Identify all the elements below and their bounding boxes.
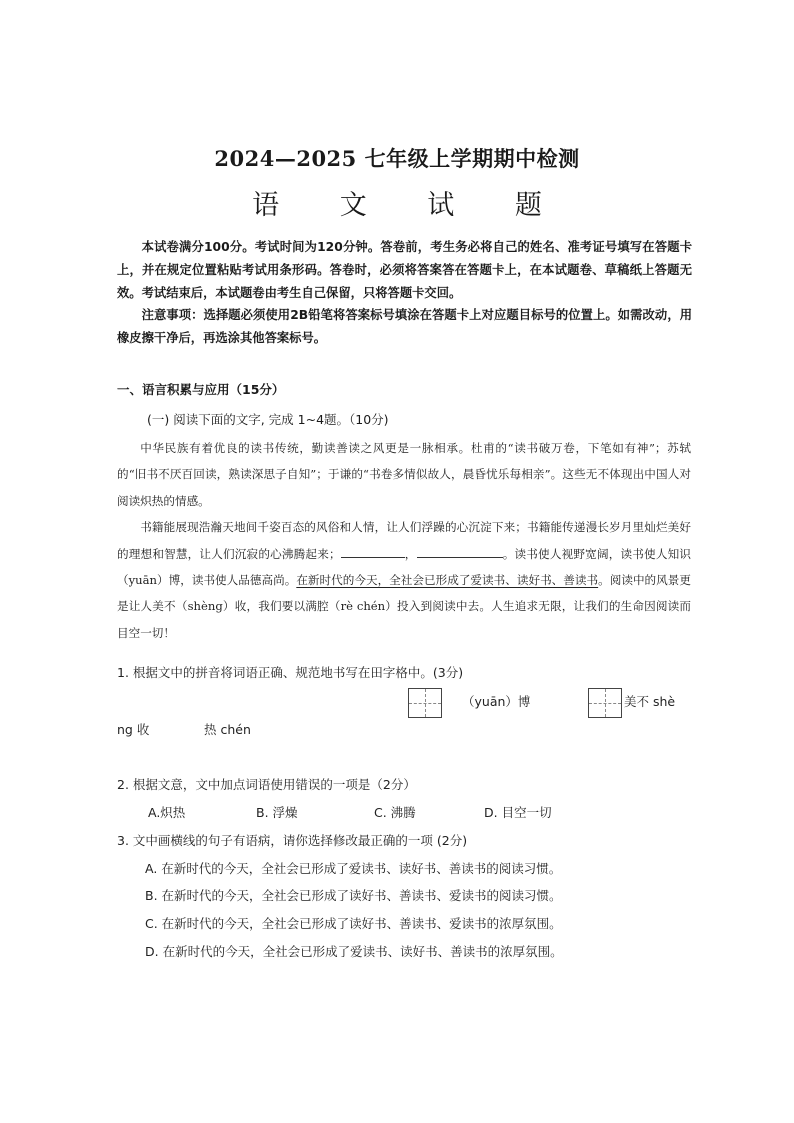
option-c[interactable]: C. 沸腾	[374, 805, 416, 820]
q1-item-label: 热 chén	[204, 722, 251, 737]
passage-text: 书籍能展现浩瀚天地间千姿百态的风俗和人情，让人们浮躁的心沉淀下来；书籍能传递漫长岁月里灿烂美好的理想和智慧，让人们沉寂的心沸腾起来；	[117, 520, 691, 561]
option-c[interactable]: C. 在新时代的今天，全社会已形成了读好书、善读书、爱读书的浓厚氛围。	[145, 916, 562, 931]
q1-item-label: （yuān）博	[462, 694, 531, 709]
instructions-paragraph: 本试卷满分100分。考试时间为120分钟。答卷前，考生务必将自己的姓名、准考证号填写在答题卡上，并在规定位置粘贴考试用条形码。答卷时，必须将答案答在答题卡上，在本试题卷、草稿纸上答题无效。考试结束后，本试题卷由考生自己保留，只将答题卡交回。	[117, 240, 692, 300]
subject-title: 语 文 试 题	[252, 190, 568, 221]
question-3-stem: 3. 文中画横线的句子有语病，请你选择修改最正确的一项 (2分)	[117, 833, 468, 848]
exam-title: 2024—2025 七年级上学期期中检测	[214, 146, 580, 171]
option-a[interactable]: A. 在新时代的今天，全社会已形成了爱读书、读好书、善读书的阅读习惯。	[145, 861, 562, 876]
option-b[interactable]: B. 在新时代的今天，全社会已形成了读好书、善读书、爱读书的阅读习惯。	[145, 888, 562, 903]
notice-paragraph: 注意事项：选择题必须使用2B铅笔将答案标号填涂在答题卡上对应题目标号的位置上。如需改动，用橡皮擦干净后，再选涂其他答案标号。	[117, 308, 692, 346]
writing-grid-box[interactable]	[408, 688, 442, 718]
answer-blank[interactable]	[417, 545, 503, 558]
reading-passage	[117, 435, 691, 646]
writing-grid-box[interactable]	[588, 688, 622, 718]
passage-paragraph-2	[117, 514, 691, 646]
question-2-stem: 2. 根据文意，文中加点词语使用错误的一项是（2分）	[117, 777, 416, 792]
exam-instructions	[117, 236, 692, 350]
sub-section-heading: (一) 阅读下面的文字, 完成 1~4题。（10分)	[147, 412, 389, 427]
q1-item-label: ng 收	[117, 722, 150, 737]
passage-text: 。读书使人视野宽阔，读书使人知识（yuān）博，读书使人品德高尚。	[117, 546, 691, 588]
passage-paragraph-1: 中华民族有着优良的读书传统，勤读善读之风更是一脉相承。杜甫的“读书破万卷，下笔如有神”；苏轼的“旧书不厌百回读，熟读深思子自知”；于谦的“书卷多情似故人，晨昏忧乐每相亲”。这些无不体现出中国人对阅读炽热的情感。	[117, 441, 691, 508]
option-d[interactable]: D. 目空一切	[484, 805, 552, 820]
underlined-sentence: 在新时代的今天，全社会已形成了爱读书、读好书、善读书	[296, 573, 599, 588]
blank-separator: ，	[404, 546, 417, 561]
passage-text: 。阅读中的风景更是让人美不（shèng）收，我们要以满腔（rè chén）投入到阅读中去。人生追求无限，让我们的生命因阅读而目空一切！	[117, 573, 691, 640]
option-d[interactable]: D. 在新时代的今天，全社会已形成了爱读书、读好书、善读书的浓厚氛围。	[145, 944, 563, 959]
answer-blank[interactable]	[341, 545, 405, 558]
section-heading: 一、语言积累与应用（15分）	[117, 382, 285, 397]
question-1-stem: 1. 根据文中的拼音将词语正确、规范地书写在田字格中。(3分)	[117, 665, 464, 680]
option-b[interactable]: B. 浮燥	[256, 805, 298, 820]
q1-item-label: 美不 shè	[624, 694, 676, 709]
option-a[interactable]: A.炽热	[148, 805, 186, 820]
